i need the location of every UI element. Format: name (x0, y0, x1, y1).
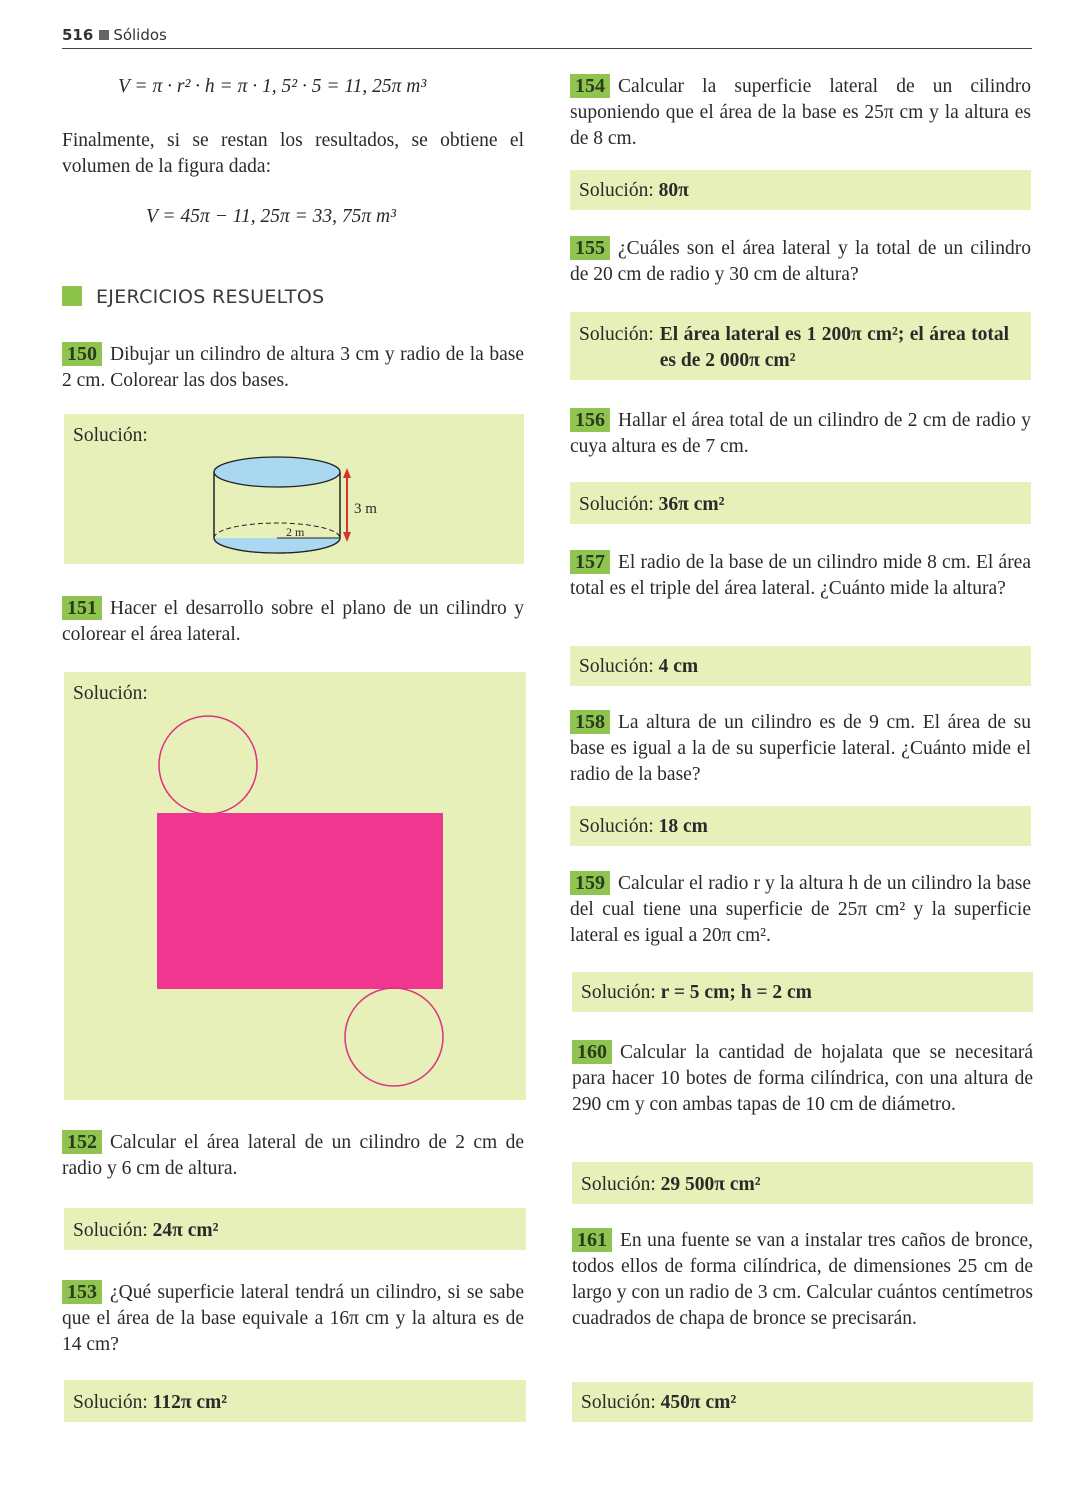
cylinder-net-drawing (64, 672, 526, 1100)
page-header (62, 26, 1032, 48)
solution-label: Solución: (579, 324, 654, 345)
exercise-text: ¿Qué superficie lateral tendrá un cilindro, si se sabe que el área de la base equivale a 16π cm y la altura es de 14 cm? (62, 1282, 524, 1355)
exercise-159 (570, 871, 1031, 949)
exercise-text: Calcular la superficie lateral de un cilindro suponiendo que el área de la base es 25π cm y la altura es de 8 cm. (570, 76, 1031, 149)
solution-label: Solución: (73, 1220, 148, 1241)
exercise-number: 157 (570, 550, 610, 574)
exercise-number: 151 (62, 596, 102, 620)
solution-label: Solución: (73, 683, 148, 704)
solution-156 (570, 482, 1031, 524)
exercise-154 (570, 74, 1031, 152)
exercise-number: 154 (570, 74, 610, 98)
exercise-number: 150 (62, 342, 102, 366)
solution-158 (570, 806, 1031, 846)
solution-value: 450π cm² (660, 1392, 737, 1413)
section-square-icon (62, 286, 82, 306)
solution-151 (64, 672, 526, 1100)
solution-label: Solución: (579, 494, 654, 515)
equation-1: V = π · r² · h = π · 1, 5² · 5 = 11, 25π m³ (118, 76, 427, 97)
exercise-157 (570, 550, 1031, 602)
section-title-text: EJERCICIOS RESUELTOS (96, 286, 325, 308)
exercise-158 (570, 710, 1031, 788)
exercise-151 (62, 596, 524, 648)
exercise-160 (572, 1040, 1033, 1118)
solution-value: 18 cm (658, 816, 708, 837)
exercise-152 (62, 1130, 524, 1182)
exercise-153 (62, 1280, 524, 1358)
solution-value: 80π (658, 180, 689, 201)
solution-value: 4 cm (658, 656, 699, 677)
exercise-text: Hallar el área total de un cilindro de 2 cm de radio y cuya altura es de 7 cm. (570, 410, 1031, 457)
solution-label: Solución: (73, 1392, 148, 1413)
section-name: Sólidos (113, 26, 167, 44)
exercise-text: Calcular el área lateral de un cilindro de 2 cm de radio y 6 cm de altura. (62, 1132, 524, 1179)
solution-label: Solución: (581, 1174, 656, 1195)
exercise-text: Calcular el radio r y la altura h de un cilindro la base del cual tiene una superficie de 25π cm² y la superficie lateral es igual a 20π cm². (570, 873, 1031, 946)
solution-label: Solución: (581, 982, 656, 1003)
solution-label: Solución: (579, 816, 654, 837)
solution-value: 36π cm² (658, 494, 725, 515)
exercise-text: Calcular la cantidad de hojalata que se necesitará para hacer 10 botes de forma cilíndrica, con una altura de 290 cm y con ambas tapas de 10 cm de diámetro. (572, 1042, 1033, 1115)
solution-150 (64, 414, 524, 564)
solution-value: 24π cm² (152, 1220, 219, 1241)
solution-154 (570, 170, 1031, 210)
header-square-icon (99, 30, 109, 40)
exercise-number: 160 (572, 1040, 612, 1064)
intro-paragraph: Finalmente, si se restan los resultados, se obtiene el volumen de la figura dada: (62, 130, 524, 177)
exercise-156 (570, 408, 1031, 460)
solution-value: 29 500π cm² (660, 1174, 761, 1195)
exercise-text: ¿Cuáles son el área lateral y la total de un cilindro de 20 cm de radio y 30 cm de altura? (570, 238, 1031, 285)
net-top-circle (159, 716, 257, 814)
solution-161 (572, 1382, 1033, 1422)
cylinder-top-base (214, 457, 340, 487)
solution-155 (570, 312, 1031, 380)
exercise-text: Dibujar un cilindro de altura 3 cm y radio de la base 2 cm. Colorear las dos bases. (62, 344, 524, 391)
net-bottom-circle (345, 988, 443, 1086)
exercise-number: 158 (570, 710, 610, 734)
solution-160 (572, 1162, 1033, 1204)
solution-label: Solución: (581, 1392, 656, 1413)
exercise-number: 156 (570, 408, 610, 432)
height-label: 3 m (354, 501, 377, 517)
solution-159 (572, 972, 1033, 1012)
equation-2: V = 45π − 11, 25π = 33, 75π m³ (146, 206, 396, 227)
solution-value: r = 5 cm; h = 2 cm (660, 982, 812, 1003)
exercise-number: 153 (62, 1280, 102, 1304)
exercise-text: La altura de un cilindro es de 9 cm. El área de su base es igual a la de su superficie lateral. ¿Cuánto mide el radio de la base? (570, 712, 1031, 785)
solution-value: El área lateral es 1 200π cm²; el área total es de 2 000π cm² (659, 324, 1009, 371)
exercise-number: 155 (570, 236, 610, 260)
exercise-text: Hacer el desarrollo sobre el plano de un cilindro y colorear el área lateral. (62, 598, 524, 645)
radius-label: 2 m (286, 525, 305, 539)
solution-157 (570, 646, 1031, 686)
exercise-number: 152 (62, 1130, 102, 1154)
exercise-155 (570, 236, 1031, 288)
exercise-text: En una fuente se van a instalar tres caños de bronce, todos ellos de forma cilíndrica, de dimensiones 25 cm de largo y con un radio de 3 cm. Calcular cuántos centímetros cuadrados de chapa de bronce se precisarán. (572, 1230, 1033, 1329)
exercise-number: 159 (570, 871, 610, 895)
solution-label: Solución: (579, 656, 654, 677)
exercise-161 (572, 1228, 1033, 1332)
solution-152 (64, 1208, 526, 1250)
net-lateral-rectangle (157, 813, 443, 989)
page-number: 516 (62, 26, 94, 44)
solution-label: Solución: (579, 180, 654, 201)
solution-label: Solución: (73, 425, 148, 446)
exercise-text: El radio de la base de un cilindro mide 8 cm. El área total es el triple del área lateral. ¿Cuánto mide la altura? (570, 552, 1031, 599)
solution-153 (64, 1380, 526, 1422)
solution-value: 112π cm² (152, 1392, 228, 1413)
section-title (62, 286, 324, 308)
exercise-150 (62, 342, 524, 394)
exercise-number: 161 (572, 1228, 612, 1252)
header-rule (62, 48, 1032, 49)
